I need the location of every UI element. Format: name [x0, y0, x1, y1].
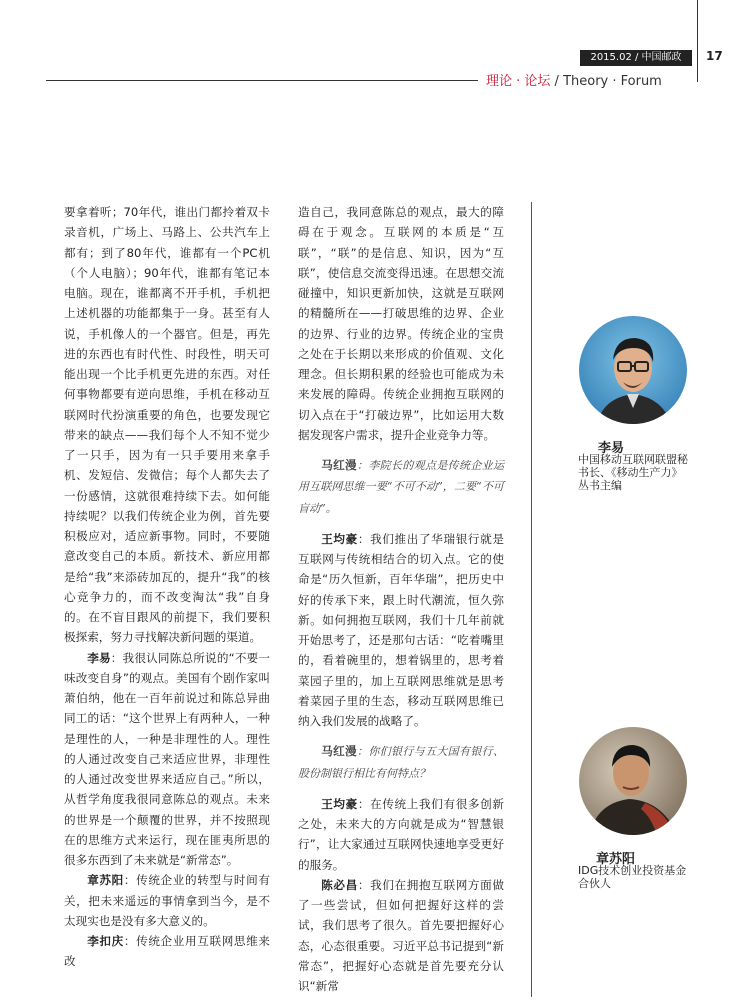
paragraph — [64, 931, 270, 972]
header-horizontal-rule — [46, 80, 478, 81]
paragraph-text: 要拿着听；70年代，谁出门都拎着双卡录音机，广场上、马路上、公共汽车上都有；到了80年代，谁都有一个PC机（个人电脑）；90年代，谁都有笔记本电脑。现在，谁都离不开手机，手机把上述机器的功能都集于一身。甚至有人说，手机像人的一个器官。但是，再先进的东西也有时代性、时段性，明天可能出现一个比手机更先进的东西。对任何事物都要有逆向思维，手机在移动互联网时代扮演重要的角色，也要发现它带来的缺点——我们每个人不知不觉少了一只手，因为有一只手要用来拿手机、发短信、发微信；每个人都失去了一份感情，这就很难持续下去。如何能持续呢？以我们传统企业为例，首先要积极应对，适应新事物。同时，不要随意改变自己的本质。新技术、新应用都是给“我”来添砖加瓦的，提升“我”的核心竞争力的，而不改变淘汰“我”自身的。在不盲目跟风的前提下，我们要积极探索，努力寻找解决新问题的渠道。 — [64, 205, 270, 645]
speaker-name: 王均豪 — [321, 531, 358, 546]
paragraph — [298, 202, 504, 445]
speaker-name: 王均豪 — [321, 796, 358, 811]
paragraph-text: ：我们在拥抱互联网方面做了一些尝试，但如何把握好这样的尝试，我们思考了很久。首先要把握好心态，心态很重要。习近平总书记提到“新常态”，把握好心态就是首先要充分认识“新常 — [298, 877, 504, 993]
speaker-name: 李扣庆 — [87, 934, 124, 948]
speaker-name: 马红漫 — [321, 744, 357, 759]
speaker-name: 马红漫 — [321, 458, 357, 472]
paragraph-spacer — [298, 784, 504, 794]
speaker-name: 李易 — [87, 650, 111, 665]
portrait-li-yi-icon — [579, 316, 687, 424]
speaker-name: 章苏阳 — [87, 873, 124, 888]
section-title-en: Theory · Forum — [563, 74, 662, 89]
profile-desc-li-yi: 中国移动互联网联盟秘书长、《移动生产力》丛书主编 — [578, 453, 688, 492]
paragraph — [64, 202, 270, 648]
paragraph — [298, 529, 504, 732]
profile-name-zhang-suyang: 章苏阳 — [596, 852, 636, 867]
article-column-1 — [64, 202, 270, 972]
section-title-cn: 理论 · 论坛 — [486, 74, 551, 89]
sidebar-divider — [531, 202, 532, 997]
paragraph — [64, 870, 270, 931]
profile-desc-zhang-suyang: IDG技术创业投资基金合伙人 — [578, 864, 687, 890]
paragraph-text: ：我们推出了华瑞银行就是互联网与传统相结合的切入点。它的使命是“历久恒新，百年华瑞”，把历史中好的传承下来，跟上时代潮流，恒久弥新。如何拥抱互联网，我们十几年前就开始思考了，还是那句古话：“吃着嘴里的，看着碗里的，想着锅里的，思考着菜园子里的，加上互联网思维就是思考着菜园子里的生态，移动互联网思维已纳入我们发展的战略了。 — [298, 531, 504, 728]
page-number: 17 — [706, 49, 723, 63]
profile-name-li-yi: 李易 — [598, 441, 625, 456]
section-title-sep: / — [550, 74, 564, 89]
paragraph — [64, 648, 270, 871]
paragraph-text: ：传统企业的转型与时间有关，把未来遥远的事情拿到当今，是不太现实也是没有多大意义的。 — [64, 873, 270, 928]
issue-label: 2015.02 / 中国邮政 — [580, 50, 692, 66]
portrait-zhang-suyang-icon — [579, 727, 687, 835]
avatar-zhang-suyang — [579, 727, 687, 835]
paragraph — [298, 455, 504, 519]
avatar-li-yi — [579, 316, 687, 424]
article-column-2 — [298, 202, 504, 996]
paragraph-text: 造自己，我同意陈总的观点，最大的障碍在于观念。互联网的本质是“互联”，“联”的是信息、知识，因为“互联”，使信息交流变得迅速。在思想交流碰撞中，知识更新加快，这就是互联网的精髓所在——打破思维的边界、企业的边界、行业的边界。传统企业的宝贵之处在于长期以来形成的价值观、文化理念。但长期积累的经验也可能成为未来发展的障碍。传统企业拥抱互联网的切入点在于“打破边界”，比如运用大数据发现客户需求，提升企业竞争力等。 — [298, 205, 504, 442]
section-title — [486, 70, 662, 89]
paragraph — [298, 875, 504, 997]
paragraph — [298, 741, 504, 784]
host-question: ：李院长的观点是传统企业运用互联网思维一要“不可不动”，二要“不可盲动”。 — [298, 459, 504, 515]
paragraph-spacer — [298, 445, 504, 455]
paragraph — [298, 794, 504, 875]
paragraph-text: ：传统企业用互联网思维来改 — [64, 934, 270, 969]
host-question: ：你们银行与五大国有银行、股份制银行相比有何特点？ — [298, 745, 504, 780]
paragraph-spacer — [298, 519, 504, 529]
paragraph-text: ：在传统上我们有很多创新之处，未来大的方向就是成为“智慧银行”，让大家通过互联网快速地享受更好的服务。 — [298, 796, 504, 872]
paragraph-spacer — [298, 731, 504, 741]
paragraph-text: ：我很认同陈总所说的“不要一味改变自身”的观点。美国有个剧作家叫萧伯纳，他在一百年前说过和陈总异曲同工的话：“这个世界上有两种人，一种是理性的人，一种是非理性的人。理性的人通过改变自己来适应世界，非理性的人通过改变世界来适应自己。”所以，从哲学角度我很同意陈总的观点。未来的世界是一个颠覆的世界，并不按照现在的思维方式来运行，现在匪夷所思的很多东西到了未来就是“新常态”。 — [64, 650, 270, 867]
header-vertical-rule — [697, 0, 698, 82]
speaker-name: 陈必昌 — [321, 877, 358, 892]
